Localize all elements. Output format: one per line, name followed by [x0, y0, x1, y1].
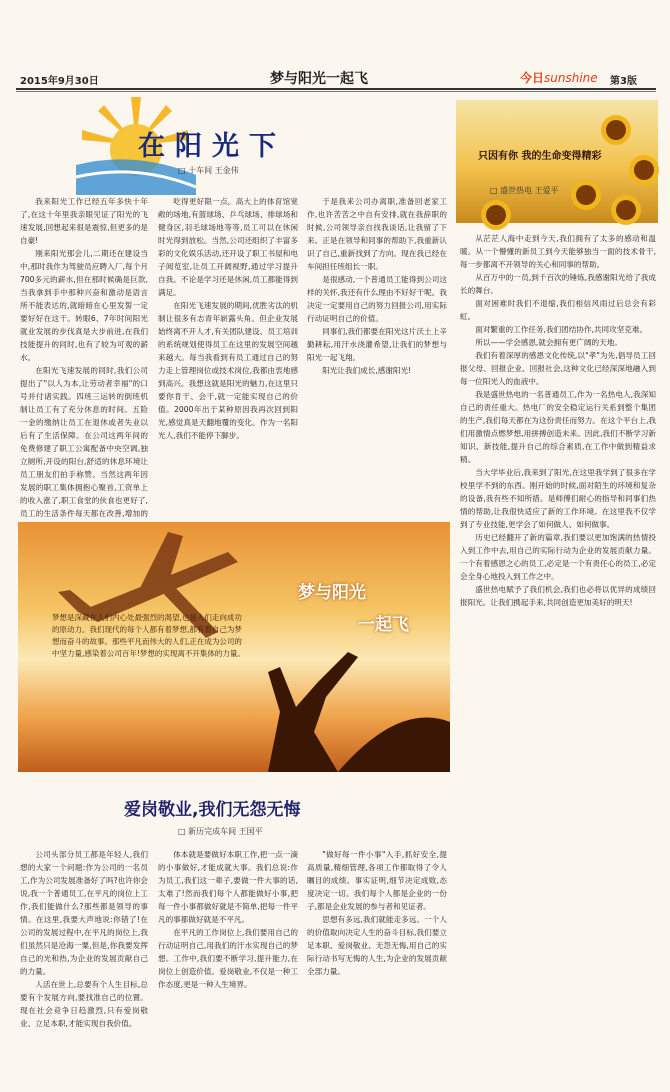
- photo-title-line2: 一起飞: [358, 615, 409, 635]
- paragraph: 面对繁重的工作任务,我们团结协作,共同攻坚克难。: [475, 325, 648, 334]
- paragraph: 阳光让我们成长,感谢阳光!: [322, 366, 412, 375]
- article2-byline: □ 盛世热电 王爱平: [490, 186, 559, 195]
- paragraph: "做好每一件小事"入手,抓好安全,提高质量,精细管理,各项工作都取得了令人瞩目的成绩。事实证明,细节决定成败,态度决定一切。我们每个人都是企业的一份子,都是企业发展的参与者和见证者。: [307, 850, 447, 911]
- paragraph: 我是盛世热电的一名普通员工,作为一名热电人,我深知自己的责任重大。热电厂的安全稳定运行关系到整个集团的生产,我们每天都在为这份责任而努力。在这个平台上,我们用激情点燃梦想,用拼搏创造未来。因此,我们不断学习新知识、新技能,提升自己的综合素质,在工作中做到精益求精。: [460, 390, 656, 464]
- sunflower-icon: [486, 205, 506, 225]
- paragraph: 从百万中的一员,到千百次的锤炼,我感谢阳光给了我成长的舞台。: [460, 273, 656, 295]
- paragraph: 所以——学会感恩,就会拥有更广阔的天地。: [475, 338, 622, 347]
- issue-date: 2015年9月30日: [20, 76, 99, 87]
- photo-title-line1: 梦与阳光: [298, 583, 366, 603]
- paragraph: 在平凡的工作岗位上,我们要用自己的行动证明自己,用我们的汗水实现自己的梦想。工作中,我们要不断学习,提升能力,在岗位上创造价值。爱岗敬业,不仅是一种工作态度,更是一种人生境界。: [158, 928, 298, 989]
- article1-column-3: [307, 195, 447, 520]
- paragraph: 公司头部分员工都是年轻人,我们想的大家一个问题:作为公司的一名员工,作为公司发展准备好了吗?也许你会说,我一个普通员工,在平凡的岗位上工作,我们能做什么?那些都是领导的事情。在这里,我要大声地说:你错了!在公司的发展过程中,在平凡的岗位上,我们虽然只是沧海一粟,但是,你我要发挥自己的光和热,为企业的发展贡献自己的力量。: [20, 850, 148, 976]
- paragraph: 刚来阳光那会儿,二期还在建设当中,那时我作为驾驶员应聘入厂,每个月700多元的薪水,但在那时候确是巨款,当我拿到手中那种兴奋和激动是语言所不能表达的,就暗暗在心里发誓一定要好好在这干。转眼6、7年时间阳光就业发展的步伐真是大步前进,在我们技能提升的同时,也有了较为可观的薪水。: [20, 249, 148, 362]
- paragraph: 历史已经翻开了新的篇章,我们要以更加饱满的热情投入到工作中去,用自己的实际行动为企业的发展贡献力量。一个有着感恩之心的员工,必定是一个有责任心的员工,必定会全身心地投入到工作之中。: [460, 533, 656, 581]
- paragraph: 是很感动,一个普通员工能得到公司这样的关怀,我还有什么理由不好好干呢。我决定一定要用自己的努力回报公司,用实际行动证明自己的价值。: [307, 275, 447, 323]
- paragraph: 盛世热电赋予了我们机会,我们也必将以优异的成绩回报阳光。让我们携起手来,共同创造更加美好的明天!: [460, 585, 656, 607]
- header-rule-thin: [16, 91, 656, 92]
- article1-byline: □ 十车间 王金伟: [178, 166, 239, 175]
- paragraph: 我来阳光工作已经五年多快十年了,在这十年里我亲眼见证了阳光的飞速发展,回想起来很是震惊,但更多的是自豪!: [20, 197, 148, 245]
- article2-title: 只因有你 我的生命变得精彩: [478, 151, 602, 162]
- sunflower-icon: [606, 120, 626, 140]
- paragraph: 吃得更好限一点。高大上的体育馆宽敞的场地,有篮球场、乒乓球场、排球场和健身区,羽毛球场地等等,员工可以在休闲时光得到放松。当然,公司还组织了丰富多彩的文化娱乐活动,还开设了职工书屋和电子阅览室,让员工开阔视野,通过学习提升自我。不论是学习还是休闲,员工都能得到满足。: [158, 197, 298, 297]
- article3-column-2: [158, 848, 298, 1078]
- article3-byline: □ 新历完成车间 王国平: [178, 827, 263, 836]
- paragraph: 体本就是要做好本职工作,把一点一滴的小事做好,才能成就大事。我们总说:作为员工,我们这一辈子,要做一件大事的话,太难了!然而我们每个人都能做好小事,把每一件小事都做好就是不简单,把每一件平凡的事都做好就是不平凡。: [158, 850, 298, 924]
- photo-caption-text: 梦想是深藏在人们内心处最强烈的渴望,也是人们走向成功的原动力。我们现代的每个人都有着梦想,都有着自己为梦想而奋斗的故事。那些平凡而伟大的人们,正在成为公司的中坚力量,感染着公司百年!梦想的实现离不开集体的力量。: [52, 613, 245, 658]
- paragraph: 我们有着深厚的感恩文化传统,以"孝"为先,倡导员工回报父母、回报企业、回报社会,这种文化已经深深地融入到每一位阳光人的血液中。: [460, 351, 656, 386]
- paragraph: 人活在世上,总要有个人生目标,总要有个发展方向,要找准自己的位置。现在社会竞争日趋激烈,只有爱岗敬业、立足本职,才能实现自我价值。: [20, 980, 148, 1028]
- page-title: 梦与阳光一起飞: [270, 71, 368, 87]
- logo-prefix: 今日: [520, 71, 545, 85]
- paragraph: 面对困难时我们不退缩,我们相信风雨过后总会有彩虹。: [460, 299, 656, 321]
- article1-column-1: [20, 195, 148, 520]
- article2-column: [460, 232, 656, 1074]
- paragraph: 同事们,我们都要在阳光这片沃土上辛勤耕耘,用汗水浇灌希望,让我们的梦想与阳光一起飞翔。: [307, 327, 447, 362]
- article3-title: 爱岗敬业,我们无怨无悔: [124, 800, 301, 820]
- paragraph: 当大学毕业后,我来到了阳光,在这里我学到了很多在学校里学不到的东西。刚开始的时候,面对陌生的环境和复杂的设备,我有些不知所措。是师傅们耐心的指导和同事们热情的帮助,让我很快适应了新的工作环境。在这里我不仅学到了专业技能,更学会了如何做人、如何做事。: [460, 468, 656, 529]
- article3-column-1: [20, 848, 148, 1078]
- paragraph: 在阳光飞速发展的同时,我们公司提出了"以人为本,让劳动者幸福"的口号并付诸实践。四班三运转的倒班机制让员工有了充分休息的时间。五险一金的缴纳让员工在退休或者失业以后有了生活保障。在公司这两年间的免费修建了职工公寓配备中央空调,独立厕所,开设的阳台,舒适的休息环境让员工朋友们拍手称赞。当然这两年因发展的职工集体拥抱心聚首,工资单上的收入涨了,职工食堂的伙食也更好了,员工的生活条件每天都在改善,增加的: [20, 366, 148, 518]
- paragraph: 从茫茫人海中走到今天,我们拥有了太多的感动和温暖。从一个懵懂的新员工到今天能够独当一面的技术骨干,每一步都离不开领导的关心和同事的帮助。: [460, 234, 656, 269]
- paragraph: 思想有多远,我们就能走多远。一个人的价值取向决定人生的奋斗目标,我们要立足本职、爱岗敬业、无怨无悔,用自己的实际行动书写无悔的人生,为企业的发展贡献全部力量。: [307, 915, 447, 976]
- article1-column-2: [158, 195, 298, 520]
- article1-title: 在阳光下: [138, 131, 286, 162]
- paragraph: 于是我来公司办离职,准备回老家工作,也许苦苦之中自有安排,就在我辞职的时候,公司领导亲自找我谈话,让我留了下来。正是在领导和同事的帮助下,我重新认识了自己,重新找到了方向。现在我已经在车间担任班组长一职。: [307, 197, 447, 271]
- masthead-logo: [520, 69, 598, 86]
- sunflower-icon: [634, 160, 654, 180]
- sunflower-icon: [576, 185, 596, 205]
- page-number: 第3版: [610, 76, 637, 87]
- article3-column-3: [307, 848, 447, 1078]
- sunflower-icon: [616, 200, 636, 220]
- paragraph: 在阳光飞速发展的期间,优胜劣汰的机制让很多有志青年崭露头角。但企业发展始终离不开人才,有关团队建设、员工培训的系统规划使得员工在这里的发展空间越来越大。每当我看到有员工通过自己的努力走上管理岗位或技术岗位,我都由衷地感到高兴。我想这就是阳光的魅力,在这里只要你肯干、会干,就一定能实现自己的价值。2000年出于某种原因我再次回到阳光,感觉真是天翻地覆的变化。作为一名阳光人,我们不能停下脚步。: [158, 301, 298, 440]
- logo-brand: sunshine: [544, 71, 598, 85]
- header-rule: [16, 88, 656, 90]
